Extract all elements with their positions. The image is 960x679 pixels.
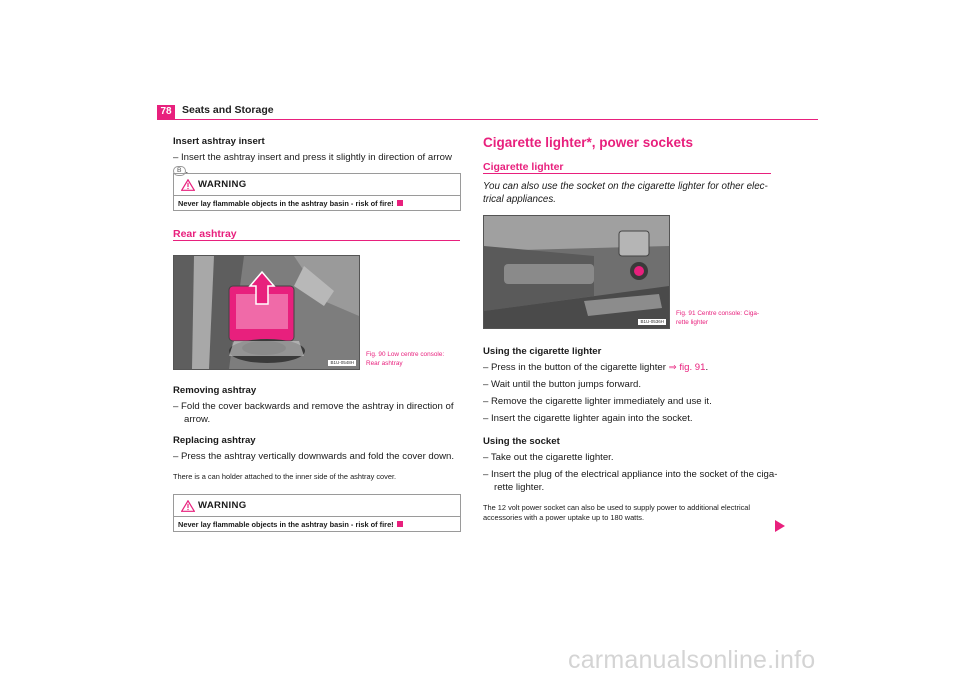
intro-line-2: trical appliances. xyxy=(483,194,556,205)
warning-header-2 xyxy=(174,495,460,517)
intro-text xyxy=(483,180,773,206)
warning-header xyxy=(174,174,460,196)
section-title: Cigarette lighter*, power sockets xyxy=(483,135,694,150)
insert-ashtray-heading: Insert ashtray insert xyxy=(173,136,265,147)
rear-ashtray-heading: Rear ashtray xyxy=(173,228,237,240)
power-socket-note-line-1: The 12 volt power socket can also be used to supply power to additional electrical xyxy=(483,503,751,512)
intro-line-1: You can also use the socket on the cigarette lighter for other elec- xyxy=(483,181,768,192)
warning-triangle-icon xyxy=(181,178,195,196)
power-socket-note-line-2: accessories with a power uptake up to 180 watts. xyxy=(483,513,645,522)
lighter-step-2: – Wait until the button jumps forward. xyxy=(483,379,642,390)
replacing-ashtray-heading: Replacing ashtray xyxy=(173,435,256,446)
figure-91-caption-line-2: rette lighter xyxy=(676,318,708,326)
figure-91-caption xyxy=(676,310,759,327)
warning-label-2: WARNING xyxy=(198,500,247,511)
warning-label: WARNING xyxy=(198,179,247,190)
page-number: 78 xyxy=(157,105,175,119)
lighter-step-1-text: – Press in the button of the cigarette lighter xyxy=(483,362,666,373)
warning-box-2 xyxy=(173,494,461,532)
figure-90-caption xyxy=(366,351,444,368)
section-end-icon xyxy=(397,521,403,527)
power-socket-note xyxy=(483,503,783,523)
page-title: Seats and Storage xyxy=(182,104,274,116)
removing-ashtray-heading: Removing ashtray xyxy=(173,385,257,396)
period: . xyxy=(705,362,709,373)
watermark: carmanualsonline.info xyxy=(568,646,816,674)
figure-91-image xyxy=(483,215,670,329)
rear-ashtray-rule xyxy=(173,240,460,241)
continue-arrow-icon xyxy=(775,519,785,537)
warning-text xyxy=(174,196,460,213)
lighter-step-1 xyxy=(483,361,773,374)
figure-91-link[interactable]: ⇒ fig. 91 xyxy=(668,362,706,373)
using-socket-heading: Using the socket xyxy=(483,436,560,447)
can-holder-note: There is a can holder attached to the inner side of the ashtray cover. xyxy=(173,472,397,481)
warning-triangle-icon xyxy=(181,499,195,517)
warning-text-2-content: Never lay flammable objects in the ashtray basin - risk of fire! xyxy=(178,520,394,529)
period: . xyxy=(185,165,189,176)
warning-box xyxy=(173,173,461,211)
socket-step-2 xyxy=(483,468,783,494)
figure-90-code: B1U-0548H xyxy=(330,360,354,365)
insert-ashtray-step-text: – Insert the ashtray insert and press it slightly in direction of arrow xyxy=(173,152,452,163)
socket-step-2-line-2: rette lighter. xyxy=(494,482,545,493)
reference-tag: B xyxy=(173,166,186,176)
socket-step-2-line-1: – Insert the plug of the electrical appliance into the socket of the ciga- xyxy=(483,469,778,480)
removing-step-line-1: – Fold the cover backwards and remove the ashtray in direction of xyxy=(173,401,454,412)
header-rule xyxy=(157,119,818,120)
figure-91-illustration xyxy=(484,216,669,328)
figure-90-caption-line-2: Rear ashtray xyxy=(366,359,403,367)
using-lighter-heading: Using the cigarette lighter xyxy=(483,346,602,357)
warning-text-content: Never lay flammable objects in the ashtray basin - risk of fire! xyxy=(178,199,394,208)
figure-90-caption-line-1: Fig. 90 Low centre console: xyxy=(366,351,445,358)
section-end-icon xyxy=(397,200,403,206)
warning-text-2 xyxy=(174,517,460,534)
socket-step-1: – Take out the cigarette lighter. xyxy=(483,452,614,463)
replacing-ashtray-step: – Press the ashtray vertically downwards and fold the cover down. xyxy=(173,451,455,462)
figure-91-code: B1U-0536H xyxy=(640,319,664,324)
cigarette-lighter-heading: Cigarette lighter xyxy=(483,161,564,173)
removing-step-line-2: arrow. xyxy=(184,414,211,425)
removing-ashtray-step xyxy=(173,400,463,426)
lighter-step-3: – Remove the cigarette lighter immediately and use it. xyxy=(483,396,712,407)
lighter-step-4: – Insert the cigarette lighter again into the socket. xyxy=(483,413,693,424)
figure-90-illustration xyxy=(174,256,359,369)
figure-91-caption-line-1: Fig. 91 Centre console: Ciga- xyxy=(676,310,760,317)
cigarette-lighter-rule xyxy=(483,173,771,174)
figure-90-image xyxy=(173,255,360,370)
